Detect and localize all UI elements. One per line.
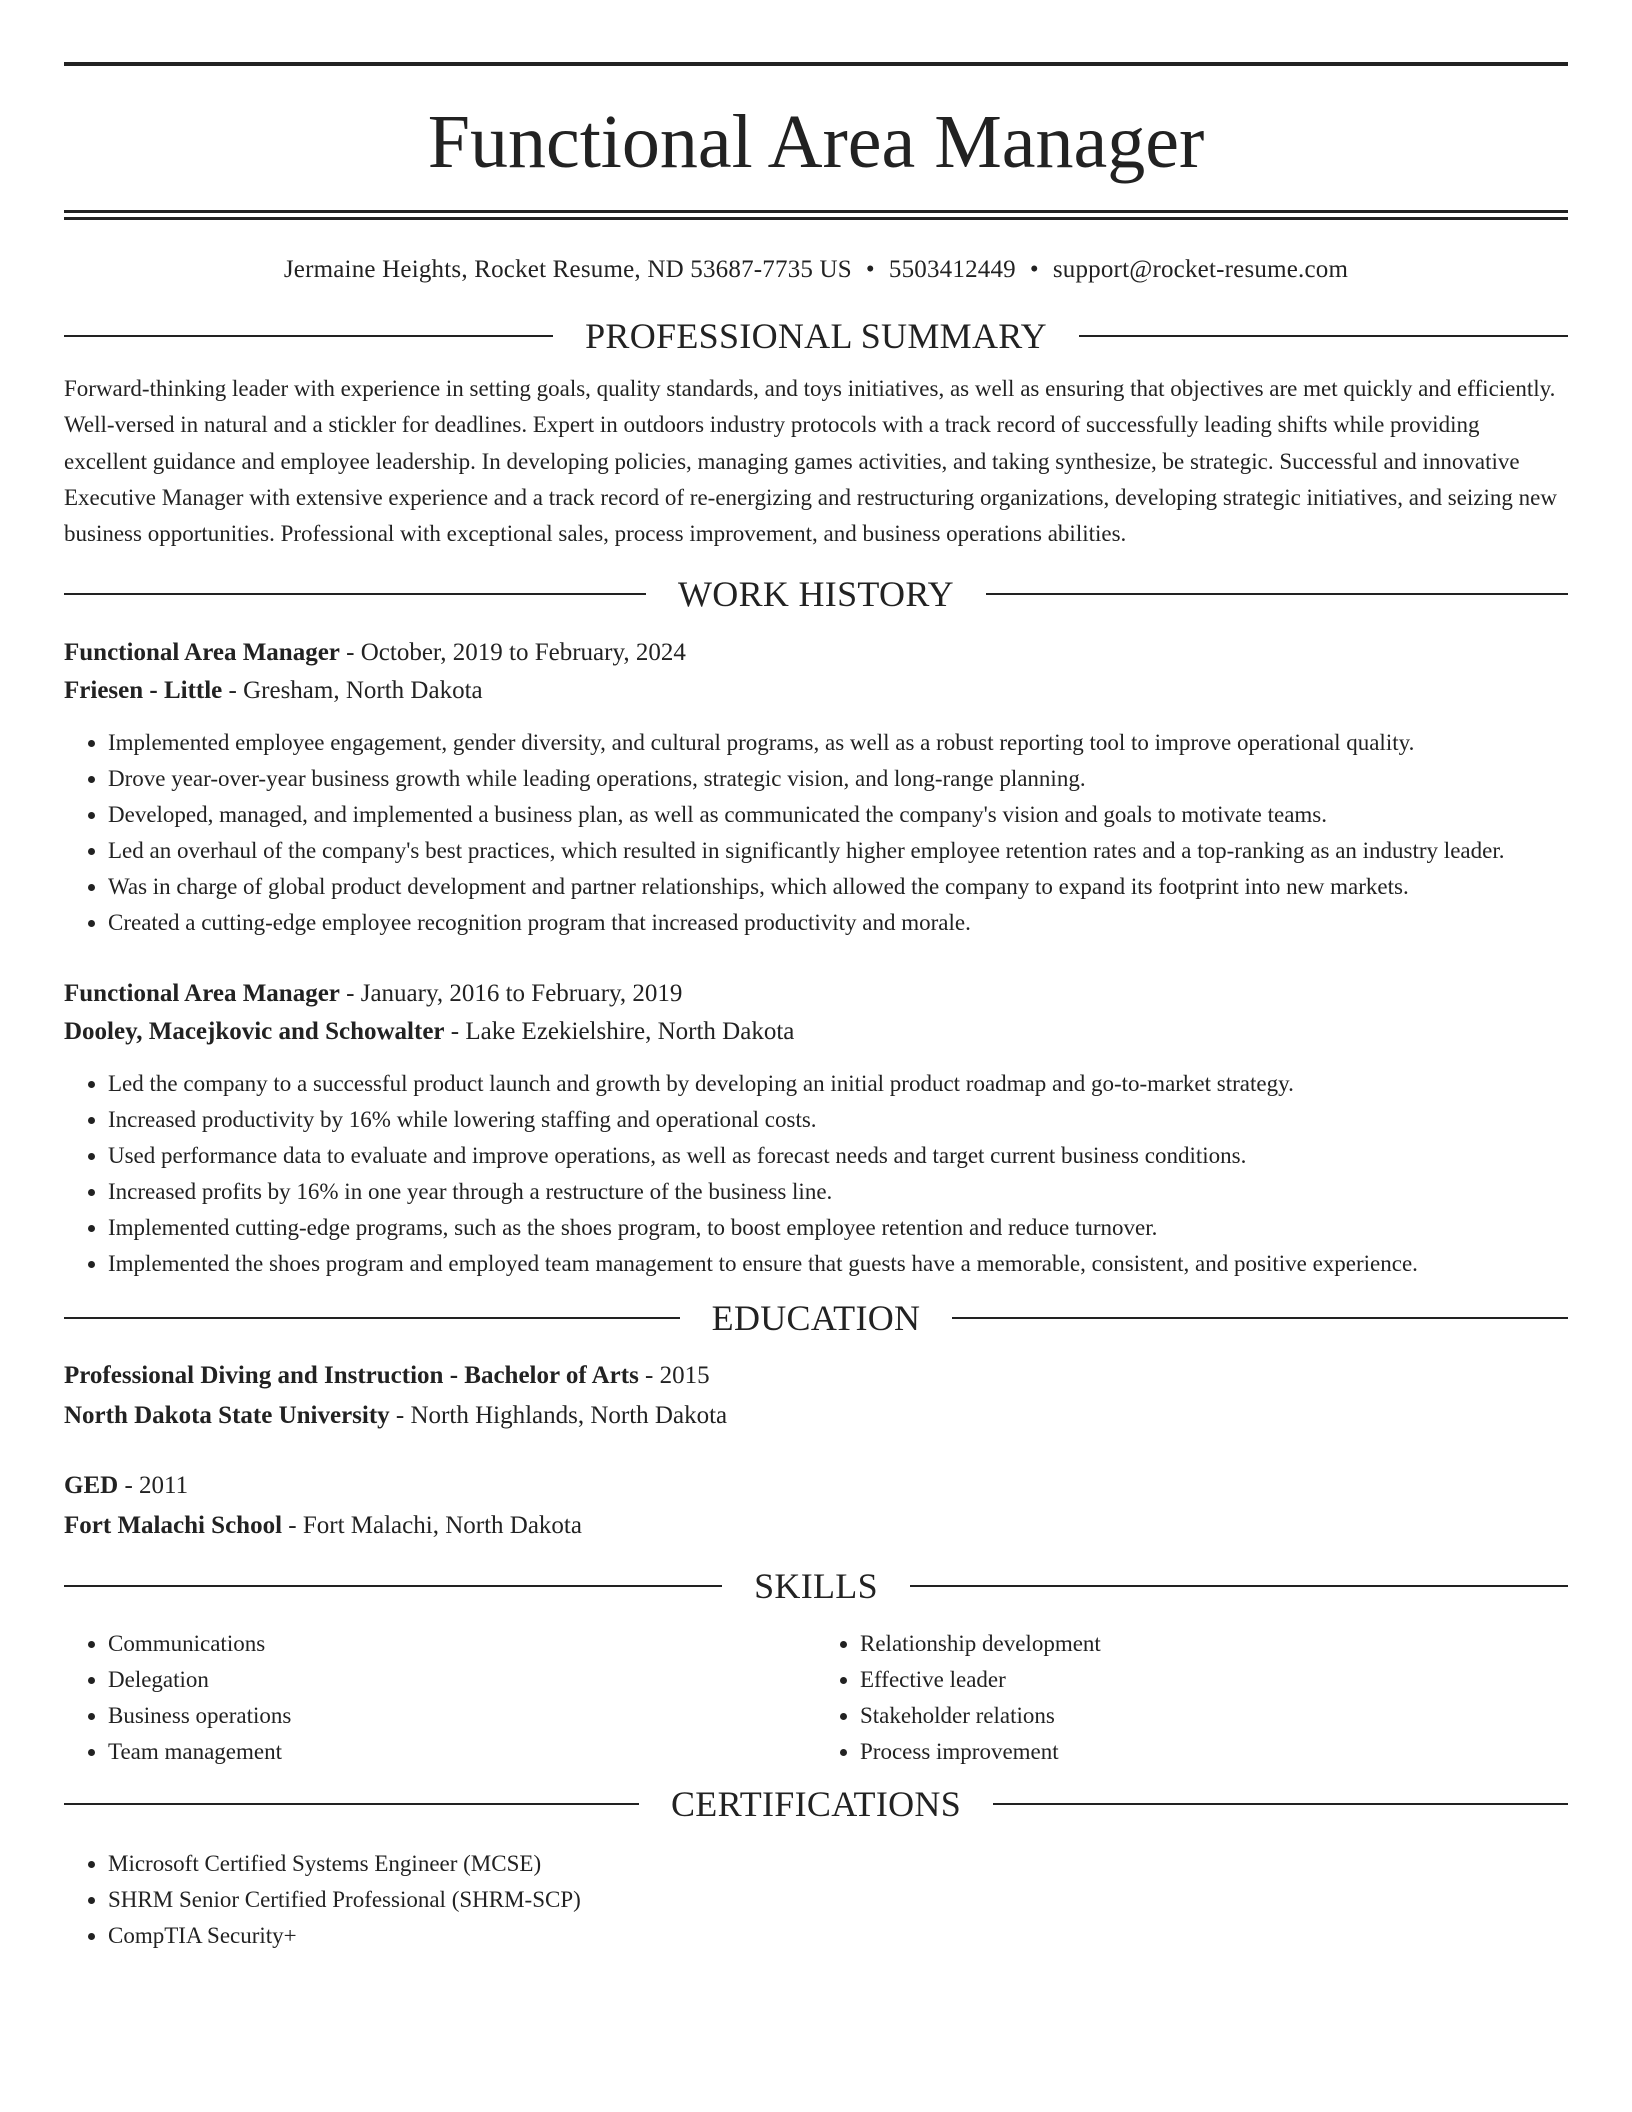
heading-rule [64,335,553,337]
heading-rule [64,1585,722,1587]
title-double-rule [64,210,1568,220]
skills-column-left [64,1626,816,1770]
skill-item: • Delegation [108,1662,816,1698]
certifications-list [64,1846,1568,1954]
summary-text: Forward-thinking leader with experience in setting goals, quality standards, and toys initiatives, as well as ensuring that objectives are met quickly and efficiently. Well-versed in natural and a stickler for deadlines. Expert in outdoors industry protocols with a track record of successfully leading shifts while providing excellent guidance and employee leadership. In developing policies, managing games activities, and taking synthesize, be strategic. Successful and innovative Executive Manager with extensive experience and a track record of re-energizing and restructuring organizations, developing strategic initiatives, and seizing new business opportunities. Professional with exceptional sales, process improvement, and business operations abilities. [64,376,1557,547]
job-entry [64,975,1568,1282]
education-year: - 2011 [118,1472,189,1500]
contact-separator: • [865,256,875,283]
job-bullet: • Implemented the shoes program and employed team management to ensure that guests have a memorable, consistent, and positive experience. [108,1246,1568,1282]
heading-rule [986,593,1568,595]
heading-rule [910,1585,1568,1587]
section-title-certifications: CERTIFICATIONS [670,1784,962,1825]
education-location: - Fort Malachi, North Dakota [282,1512,582,1540]
job-title: Functional Area Manager [64,980,340,1008]
job-title: Functional Area Manager [64,639,340,667]
skill-item: • Communications [108,1626,816,1662]
section-heading-skills [64,1566,1568,1607]
section-heading-work [64,574,1568,615]
job-location: - Lake Ezekielshire, North Dakota [444,1018,795,1046]
contact-address: Jermaine Heights, Rocket Resume, ND 53687-7735 US [283,256,852,283]
job-bullet: • Increased productivity by 16% while lowering staffing and operational costs. [108,1102,1568,1138]
section-title-education: EDUCATION [711,1298,921,1339]
job-bullet: • Implemented cutting-edge programs, such as the shoes program, to boost employee retention and reduce turnover. [108,1210,1568,1246]
skill-item: • Business operations [108,1698,816,1734]
certification-item: • Microsoft Certified Systems Engineer (MCSE) [108,1846,1568,1882]
education-school: North Dakota State University [64,1402,390,1430]
education-degree: GED [64,1472,119,1500]
heading-rule [993,1803,1568,1805]
education-location: - North Highlands, North Dakota [389,1402,728,1430]
certification-item: • SHRM Senior Certified Professional (SHRM-SCP) [108,1882,1568,1918]
job-entry [64,634,1568,941]
skill-item: • Team management [108,1734,816,1770]
job-title-line [64,634,1568,672]
section-heading-education [64,1298,1568,1339]
education-school-line [64,1506,1568,1546]
job-bullets [64,725,1568,941]
education-degree-line [64,1466,1568,1506]
section-title-summary: PROFESSIONAL SUMMARY [585,316,1047,356]
job-company: Dooley, Macejkovic and Schowalter [64,1018,445,1046]
section-title-work: WORK HISTORY [678,574,954,615]
education-year: - 2015 [638,1362,710,1390]
job-title-line [64,975,1568,1013]
job-company-line [64,672,1568,710]
certification-item: • CompTIA Security+ [108,1918,1568,1954]
contact-phone: 5503412449 [888,256,1016,283]
job-bullet: • Was in charge of global product development and partner relationships, which allowed the company to expand its footprint into new markets. [108,869,1568,905]
job-bullet: • Created a cutting-edge employee recognition program that increased productivity and morale. [108,905,1568,941]
education-entry [64,1356,1568,1436]
job-dates: - January, 2016 to February, 2019 [339,980,683,1008]
education-school: Fort Malachi School [64,1512,283,1540]
section-heading-certifications [64,1784,1568,1825]
job-company: Friesen - Little [64,677,223,705]
job-bullet: • Used performance data to evaluate and improve operations, as well as forecast needs and target current business conditions. [108,1138,1568,1174]
education-school-line [64,1396,1568,1436]
contact-email: support@rocket-resume.com [1052,256,1349,283]
job-bullet: • Led an overhaul of the company's best practices, which resulted in significantly higher employee retention rates and a top-ranking as an industry leader. [108,833,1568,869]
education-degree-line [64,1356,1568,1396]
skill-item: • Stakeholder relations [860,1698,1568,1734]
skill-item: • Relationship development [860,1626,1568,1662]
job-location: - Gresham, North Dakota [222,677,483,705]
job-company-line [64,1013,1568,1051]
education-degree: Professional Diving and Instruction - Bachelor of Arts [64,1362,639,1390]
skill-item: • Process improvement [860,1734,1568,1770]
job-bullet: • Increased profits by 16% in one year through a restructure of the business line. [108,1174,1568,1210]
education-entry [64,1466,1568,1546]
heading-rule [1079,335,1568,337]
skill-item: • Effective leader [860,1662,1568,1698]
job-bullet: • Led the company to a successful product launch and growth by developing an initial product roadmap and go-to-market strategy. [108,1066,1568,1102]
job-bullet: • Implemented employee engagement, gender diversity, and cultural programs, as well as a robust reporting tool to improve operational quality. [108,725,1568,761]
contact-line [64,256,1568,284]
heading-rule [952,1317,1568,1319]
job-bullet: • Drove year-over-year business growth while leading operations, strategic vision, and long-range planning. [108,761,1568,797]
section-title-skills: SKILLS [754,1566,878,1607]
contact-separator: • [1029,256,1039,283]
heading-rule [64,1803,639,1805]
heading-rule [64,593,646,595]
job-bullet: • Developed, managed, and implemented a business plan, as well as communicated the company's vision and goals to motivate teams. [108,797,1568,833]
skills-column-right [816,1626,1568,1770]
section-heading-summary [64,318,1568,354]
top-rule [64,62,1568,66]
job-bullets [64,1066,1568,1282]
resume-title: Functional Area Manager [427,100,1205,184]
heading-rule [64,1317,680,1319]
skills-grid [64,1626,1568,1770]
job-dates: - October, 2019 to February, 2024 [339,639,686,667]
